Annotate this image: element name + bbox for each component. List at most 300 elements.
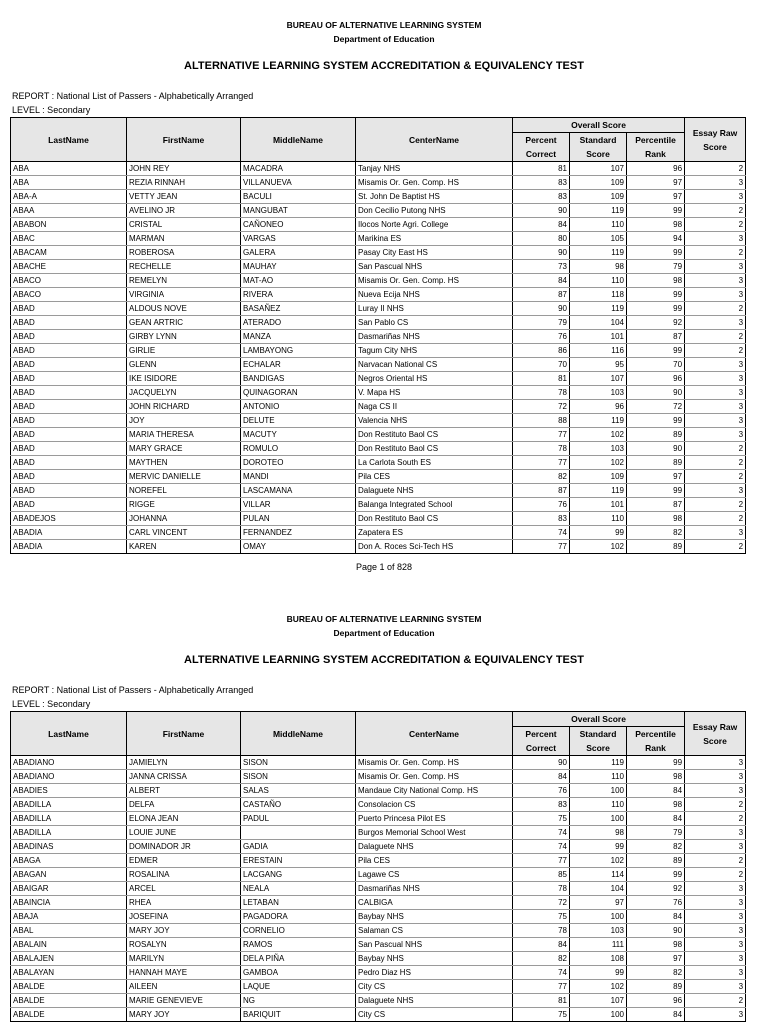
lastname-cell: ABAINCIA: [11, 896, 127, 910]
col-centername: CenterName: [356, 118, 513, 162]
firstname-cell: ROBEROSA: [127, 246, 241, 260]
lastname-cell: ABAD: [11, 302, 127, 316]
percent-correct-cell: 77: [513, 428, 570, 442]
col-lastname: LastName: [11, 712, 127, 756]
essay-raw-score-cell: 3: [685, 924, 746, 938]
percentile-rank-cell: 72: [627, 400, 685, 414]
percentile-rank-cell: 99: [627, 288, 685, 302]
percent-correct-cell: 83: [513, 190, 570, 204]
firstname-cell: REMELYN: [127, 274, 241, 288]
firstname-cell: JANNA CRISSA: [127, 770, 241, 784]
firstname-cell: AILEEN: [127, 980, 241, 994]
middlename-cell: RIVERA: [241, 288, 356, 302]
table-row: [11, 162, 746, 176]
essay-raw-score-cell: 2: [685, 204, 746, 218]
standard-score-cell: 119: [570, 484, 627, 498]
middlename-cell: FERNANDEZ: [241, 526, 356, 540]
lastname-cell: ABAC: [11, 232, 127, 246]
lastname-cell: ABA: [11, 162, 127, 176]
standard-score-cell: 102: [570, 854, 627, 868]
table-row: [11, 190, 746, 204]
firstname-cell: JOHN RICHARD: [127, 400, 241, 414]
essay-raw-score-cell: 2: [685, 330, 746, 344]
firstname-cell: AVELINO JR: [127, 204, 241, 218]
percent-correct-cell: 70: [513, 358, 570, 372]
percentile-rank-cell: 84: [627, 784, 685, 798]
firstname-cell: CRISTAL: [127, 218, 241, 232]
firstname-cell: JOHANNA: [127, 512, 241, 526]
percent-correct-cell: 75: [513, 1008, 570, 1022]
col-lastname: LastName: [11, 118, 127, 162]
standard-score-cell: 118: [570, 288, 627, 302]
centername-cell: Consolacion CS: [356, 798, 513, 812]
table-row: [11, 826, 746, 840]
firstname-cell: ARCEL: [127, 882, 241, 896]
table-row: [11, 840, 746, 854]
middlename-cell: NEALA: [241, 882, 356, 896]
table-row: [11, 316, 746, 330]
lastname-cell: ABALDE: [11, 994, 127, 1008]
middlename-cell: MACUTY: [241, 428, 356, 442]
lastname-cell: ABADILLA: [11, 812, 127, 826]
firstname-cell: JOY: [127, 414, 241, 428]
essay-raw-score-cell: 3: [685, 400, 746, 414]
level-label: LEVEL : Secondary: [12, 699, 91, 709]
essay-raw-score-cell: 3: [685, 756, 746, 770]
table-row: [11, 896, 746, 910]
percentile-rank-cell: 84: [627, 812, 685, 826]
percent-correct-cell: 90: [513, 756, 570, 770]
percentile-rank-cell: 84: [627, 1008, 685, 1022]
percent-correct-cell: 78: [513, 386, 570, 400]
middlename-cell: NG: [241, 994, 356, 1008]
percentile-rank-cell: 98: [627, 512, 685, 526]
centername-cell: Baybay NHS: [356, 910, 513, 924]
standard-score-cell: 95: [570, 358, 627, 372]
percentile-rank-cell: 89: [627, 456, 685, 470]
standard-score-cell: 109: [570, 190, 627, 204]
percentile-rank-cell: 98: [627, 274, 685, 288]
table-row: [11, 400, 746, 414]
percentile-rank-cell: 96: [627, 162, 685, 176]
lastname-cell: ABAA: [11, 204, 127, 218]
standard-score-cell: 110: [570, 512, 627, 526]
standard-score-cell: 109: [570, 470, 627, 484]
standard-score-cell: 104: [570, 882, 627, 896]
essay-raw-score-cell: 3: [685, 260, 746, 274]
percentile-rank-cell: 76: [627, 896, 685, 910]
lastname-cell: ABAD: [11, 456, 127, 470]
centername-cell: Don Cecilio Putong NHS: [356, 204, 513, 218]
passers-table: [10, 711, 746, 1022]
middlename-cell: MANGUBAT: [241, 204, 356, 218]
middlename-cell: DELA PIÑA: [241, 952, 356, 966]
lastname-cell: ABAL: [11, 924, 127, 938]
middlename-cell: DELUTE: [241, 414, 356, 428]
middlename-cell: LASCAMANA: [241, 484, 356, 498]
standard-score-cell: 114: [570, 868, 627, 882]
percentile-rank-cell: 98: [627, 938, 685, 952]
percent-correct-cell: 73: [513, 260, 570, 274]
lastname-cell: ABAD: [11, 372, 127, 386]
centername-cell: Don A. Roces Sci-Tech HS: [356, 540, 513, 554]
centername-cell: Pedro Diaz HS: [356, 966, 513, 980]
lastname-cell: ABAD: [11, 316, 127, 330]
essay-raw-score-cell: 2: [685, 246, 746, 260]
centername-cell: V. Mapa HS: [356, 386, 513, 400]
percentile-rank-cell: 96: [627, 994, 685, 1008]
table-row: [11, 176, 746, 190]
table-row: [11, 288, 746, 302]
centername-cell: San Pascual NHS: [356, 260, 513, 274]
centername-cell: Narvacan National CS: [356, 358, 513, 372]
lastname-cell: ABAD: [11, 498, 127, 512]
standard-score-cell: 107: [570, 162, 627, 176]
middlename-cell: PADUL: [241, 812, 356, 826]
essay-raw-score-cell: 3: [685, 882, 746, 896]
lastname-cell: ABAD: [11, 470, 127, 484]
col-firstname: FirstName: [127, 118, 241, 162]
standard-score-cell: 119: [570, 414, 627, 428]
percentile-rank-cell: 89: [627, 854, 685, 868]
col-middlename: MiddleName: [241, 712, 356, 756]
percentile-rank-cell: 90: [627, 442, 685, 456]
essay-raw-score-cell: 3: [685, 526, 746, 540]
centername-cell: Luray II NHS: [356, 302, 513, 316]
percent-correct-cell: 90: [513, 246, 570, 260]
lastname-cell: ABADILLA: [11, 798, 127, 812]
department-heading: Department of Education: [333, 34, 435, 44]
percentile-rank-cell: 99: [627, 484, 685, 498]
essay-raw-score-cell: 3: [685, 274, 746, 288]
middlename-cell: ATERADO: [241, 316, 356, 330]
percent-correct-cell: 76: [513, 498, 570, 512]
firstname-cell: ROSALYN: [127, 938, 241, 952]
bureau-heading: BUREAU OF ALTERNATIVE LEARNING SYSTEM: [286, 20, 482, 30]
centername-cell: Tagum City NHS: [356, 344, 513, 358]
col-essay-raw-score: Essay Raw Score: [685, 712, 746, 756]
centername-cell: Don Restituto Baol CS: [356, 512, 513, 526]
standard-score-cell: 107: [570, 372, 627, 386]
essay-raw-score-cell: 3: [685, 484, 746, 498]
essay-raw-score-cell: 3: [685, 770, 746, 784]
middlename-cell: VILLAR: [241, 498, 356, 512]
middlename-cell: CORNELIO: [241, 924, 356, 938]
lastname-cell: ABADIANO: [11, 756, 127, 770]
report-description: REPORT : National List of Passers - Alphabetically Arranged: [12, 91, 254, 101]
middlename-cell: GAMBOA: [241, 966, 356, 980]
standard-score-cell: 99: [570, 840, 627, 854]
middlename-cell: LETABAN: [241, 896, 356, 910]
standard-score-cell: 101: [570, 498, 627, 512]
lastname-cell: ABADIA: [11, 526, 127, 540]
standard-score-cell: 119: [570, 204, 627, 218]
middlename-cell: VILLANUEVA: [241, 176, 356, 190]
col-centername: CenterName: [356, 712, 513, 756]
standard-score-cell: 101: [570, 330, 627, 344]
middlename-cell: MACADRA: [241, 162, 356, 176]
report-description: REPORT : National List of Passers - Alphabetically Arranged: [12, 685, 254, 695]
percent-correct-cell: 84: [513, 218, 570, 232]
percent-correct-cell: 87: [513, 288, 570, 302]
table-row: [11, 204, 746, 218]
standard-score-cell: 119: [570, 756, 627, 770]
percent-correct-cell: 81: [513, 994, 570, 1008]
table-row: [11, 330, 746, 344]
table-row: [11, 302, 746, 316]
middlename-cell: OMAY: [241, 540, 356, 554]
percentile-rank-cell: 94: [627, 232, 685, 246]
lastname-cell: ABAGA: [11, 854, 127, 868]
standard-score-cell: 103: [570, 442, 627, 456]
lastname-cell: ABALAYAN: [11, 966, 127, 980]
centername-cell: Dasmariñas NHS: [356, 330, 513, 344]
centername-cell: Zapatera ES: [356, 526, 513, 540]
lastname-cell: ABADINAS: [11, 840, 127, 854]
percent-correct-cell: 82: [513, 470, 570, 484]
essay-raw-score-cell: 2: [685, 470, 746, 484]
percent-correct-cell: 77: [513, 540, 570, 554]
standard-score-cell: 107: [570, 994, 627, 1008]
firstname-cell: MARILYN: [127, 952, 241, 966]
table-row: [11, 540, 746, 554]
firstname-cell: DELFA: [127, 798, 241, 812]
col-middlename: MiddleName: [241, 118, 356, 162]
centername-cell: La Carlota South ES: [356, 456, 513, 470]
centername-cell: St. John De Baptist HS: [356, 190, 513, 204]
table-row: [11, 414, 746, 428]
table-row: [11, 526, 746, 540]
lastname-cell: ABAIGAR: [11, 882, 127, 896]
essay-raw-score-cell: 3: [685, 1008, 746, 1022]
lastname-cell: ABACAM: [11, 246, 127, 260]
standard-score-cell: 119: [570, 246, 627, 260]
centername-cell: Puerto Princesa Pilot ES: [356, 812, 513, 826]
percent-correct-cell: 75: [513, 812, 570, 826]
firstname-cell: CARL VINCENT: [127, 526, 241, 540]
centername-cell: Marikina ES: [356, 232, 513, 246]
percentile-rank-cell: 82: [627, 966, 685, 980]
firstname-cell: GEAN ARTRIC: [127, 316, 241, 330]
essay-raw-score-cell: 3: [685, 938, 746, 952]
percent-correct-cell: 78: [513, 924, 570, 938]
firstname-cell: REZIA RINNAH: [127, 176, 241, 190]
table-row: [11, 498, 746, 512]
centername-cell: Don Restituto Baol CS: [356, 428, 513, 442]
lastname-cell: ABA: [11, 176, 127, 190]
page-number: Page 1 of 828: [355, 562, 413, 572]
lastname-cell: ABADIANO: [11, 770, 127, 784]
essay-raw-score-cell: 3: [685, 190, 746, 204]
table-row: [11, 456, 746, 470]
percentile-rank-cell: 99: [627, 246, 685, 260]
middlename-cell: ROMULO: [241, 442, 356, 456]
standard-score-cell: 119: [570, 302, 627, 316]
percent-correct-cell: 79: [513, 316, 570, 330]
centername-cell: Negros Oriental HS: [356, 372, 513, 386]
table-row: [11, 470, 746, 484]
percent-correct-cell: 74: [513, 966, 570, 980]
essay-raw-score-cell: 2: [685, 442, 746, 456]
percent-correct-cell: 90: [513, 302, 570, 316]
percentile-rank-cell: 87: [627, 330, 685, 344]
percentile-rank-cell: 97: [627, 190, 685, 204]
firstname-cell: ALDOUS NOVE: [127, 302, 241, 316]
report-title: ALTERNATIVE LEARNING SYSTEM ACCREDITATION & EQUIVALENCY TEST: [184, 654, 584, 666]
table-row: [11, 386, 746, 400]
table-row: [11, 218, 746, 232]
percent-correct-cell: 78: [513, 442, 570, 456]
standard-score-cell: 103: [570, 924, 627, 938]
firstname-cell: RIGGE: [127, 498, 241, 512]
table-row: [11, 854, 746, 868]
lastname-cell: ABAD: [11, 386, 127, 400]
col-essay-raw-score: Essay Raw Score: [685, 118, 746, 162]
standard-score-cell: 97: [570, 896, 627, 910]
percentile-rank-cell: 70: [627, 358, 685, 372]
passers-table: [10, 117, 746, 554]
firstname-cell: JOSEFINA: [127, 910, 241, 924]
percentile-rank-cell: 89: [627, 428, 685, 442]
middlename-cell: MAUHAY: [241, 260, 356, 274]
table-row: [11, 952, 746, 966]
table-row: [11, 274, 746, 288]
centername-cell: Don Restituto Baol CS: [356, 442, 513, 456]
percent-correct-cell: 72: [513, 896, 570, 910]
essay-raw-score-cell: 3: [685, 910, 746, 924]
middlename-cell: RAMOS: [241, 938, 356, 952]
lastname-cell: ABAD: [11, 400, 127, 414]
centername-cell: Lagawe CS: [356, 868, 513, 882]
percent-correct-cell: 85: [513, 868, 570, 882]
lastname-cell: ABA-A: [11, 190, 127, 204]
middlename-cell: LAMBAYONG: [241, 344, 356, 358]
table-row: [11, 882, 746, 896]
essay-raw-score-cell: 2: [685, 812, 746, 826]
centername-cell: Balanga Integrated School: [356, 498, 513, 512]
percent-correct-cell: 74: [513, 526, 570, 540]
percent-correct-cell: 86: [513, 344, 570, 358]
standard-score-cell: 104: [570, 316, 627, 330]
table-row: [11, 372, 746, 386]
essay-raw-score-cell: 3: [685, 952, 746, 966]
lastname-cell: ABAD: [11, 330, 127, 344]
table-row: [11, 798, 746, 812]
percent-correct-cell: 83: [513, 798, 570, 812]
bureau-heading: BUREAU OF ALTERNATIVE LEARNING SYSTEM: [286, 614, 482, 624]
standard-score-cell: 102: [570, 428, 627, 442]
essay-raw-score-cell: 2: [685, 854, 746, 868]
percent-correct-cell: 77: [513, 854, 570, 868]
middlename-cell: SISON: [241, 756, 356, 770]
centername-cell: San Pablo CS: [356, 316, 513, 330]
percent-correct-cell: 84: [513, 770, 570, 784]
essay-raw-score-cell: 2: [685, 162, 746, 176]
middlename-cell: BARIQUIT: [241, 1008, 356, 1022]
firstname-cell: DOMINADOR JR: [127, 840, 241, 854]
report-title: ALTERNATIVE LEARNING SYSTEM ACCREDITATION & EQUIVALENCY TEST: [184, 60, 584, 72]
percentile-rank-cell: 98: [627, 218, 685, 232]
table-row: [11, 770, 746, 784]
lastname-cell: ABACO: [11, 274, 127, 288]
centername-cell: Pila CES: [356, 470, 513, 484]
percentile-rank-cell: 82: [627, 526, 685, 540]
col-percentile-rank: Percentile Rank: [627, 133, 685, 162]
centername-cell: Valencia NHS: [356, 414, 513, 428]
lastname-cell: ABADILLA: [11, 826, 127, 840]
centername-cell: Mandaue City National Comp. HS: [356, 784, 513, 798]
middlename-cell: MANDI: [241, 470, 356, 484]
table-row: [11, 966, 746, 980]
middlename-cell: GALERA: [241, 246, 356, 260]
firstname-cell: KAREN: [127, 540, 241, 554]
centername-cell: Burgos Memorial School West: [356, 826, 513, 840]
centername-cell: Dalaguete NHS: [356, 994, 513, 1008]
percentile-rank-cell: 79: [627, 826, 685, 840]
middlename-cell: MAT-AO: [241, 274, 356, 288]
percent-correct-cell: 87: [513, 484, 570, 498]
middlename-cell: CASTAÑO: [241, 798, 356, 812]
standard-score-cell: 98: [570, 260, 627, 274]
essay-raw-score-cell: 2: [685, 302, 746, 316]
firstname-cell: EDMER: [127, 854, 241, 868]
essay-raw-score-cell: 2: [685, 798, 746, 812]
standard-score-cell: 102: [570, 540, 627, 554]
centername-cell: Ilocos Norte Agri. College: [356, 218, 513, 232]
percentile-rank-cell: 90: [627, 924, 685, 938]
essay-raw-score-cell: 3: [685, 372, 746, 386]
table-row: [11, 428, 746, 442]
col-percentile-rank: Percentile Rank: [627, 727, 685, 756]
col-percent-correct: Percent Correct: [513, 133, 570, 162]
table-row: [11, 484, 746, 498]
standard-score-cell: 100: [570, 910, 627, 924]
table-row: [11, 924, 746, 938]
table-row: [11, 512, 746, 526]
centername-cell: Dalaguete NHS: [356, 484, 513, 498]
department-heading: Department of Education: [333, 628, 435, 638]
middlename-cell: QUINAGORAN: [241, 386, 356, 400]
essay-raw-score-cell: 3: [685, 826, 746, 840]
essay-raw-score-cell: 2: [685, 540, 746, 554]
lastname-cell: ABALDE: [11, 1008, 127, 1022]
centername-cell: Misamis Or. Gen. Comp. HS: [356, 770, 513, 784]
percentile-rank-cell: 90: [627, 386, 685, 400]
essay-raw-score-cell: 3: [685, 386, 746, 400]
centername-cell: Misamis Or. Gen. Comp. HS: [356, 756, 513, 770]
centername-cell: Dalaguete NHS: [356, 840, 513, 854]
firstname-cell: MARY JOY: [127, 1008, 241, 1022]
essay-raw-score-cell: 3: [685, 896, 746, 910]
middlename-cell: BACULI: [241, 190, 356, 204]
firstname-cell: GIRBY LYNN: [127, 330, 241, 344]
percent-correct-cell: 88: [513, 414, 570, 428]
centername-cell: Dasmariñas NHS: [356, 882, 513, 896]
percentile-rank-cell: 84: [627, 910, 685, 924]
essay-raw-score-cell: 2: [685, 512, 746, 526]
level-label: LEVEL : Secondary: [12, 105, 91, 115]
table-row: [11, 938, 746, 952]
table-row: [11, 442, 746, 456]
lastname-cell: ABAD: [11, 414, 127, 428]
standard-score-cell: 100: [570, 1008, 627, 1022]
centername-cell: Pila CES: [356, 854, 513, 868]
middlename-cell: ECHALAR: [241, 358, 356, 372]
lastname-cell: ABAD: [11, 484, 127, 498]
centername-cell: Baybay NHS: [356, 952, 513, 966]
standard-score-cell: 102: [570, 980, 627, 994]
table-row: [11, 756, 746, 770]
